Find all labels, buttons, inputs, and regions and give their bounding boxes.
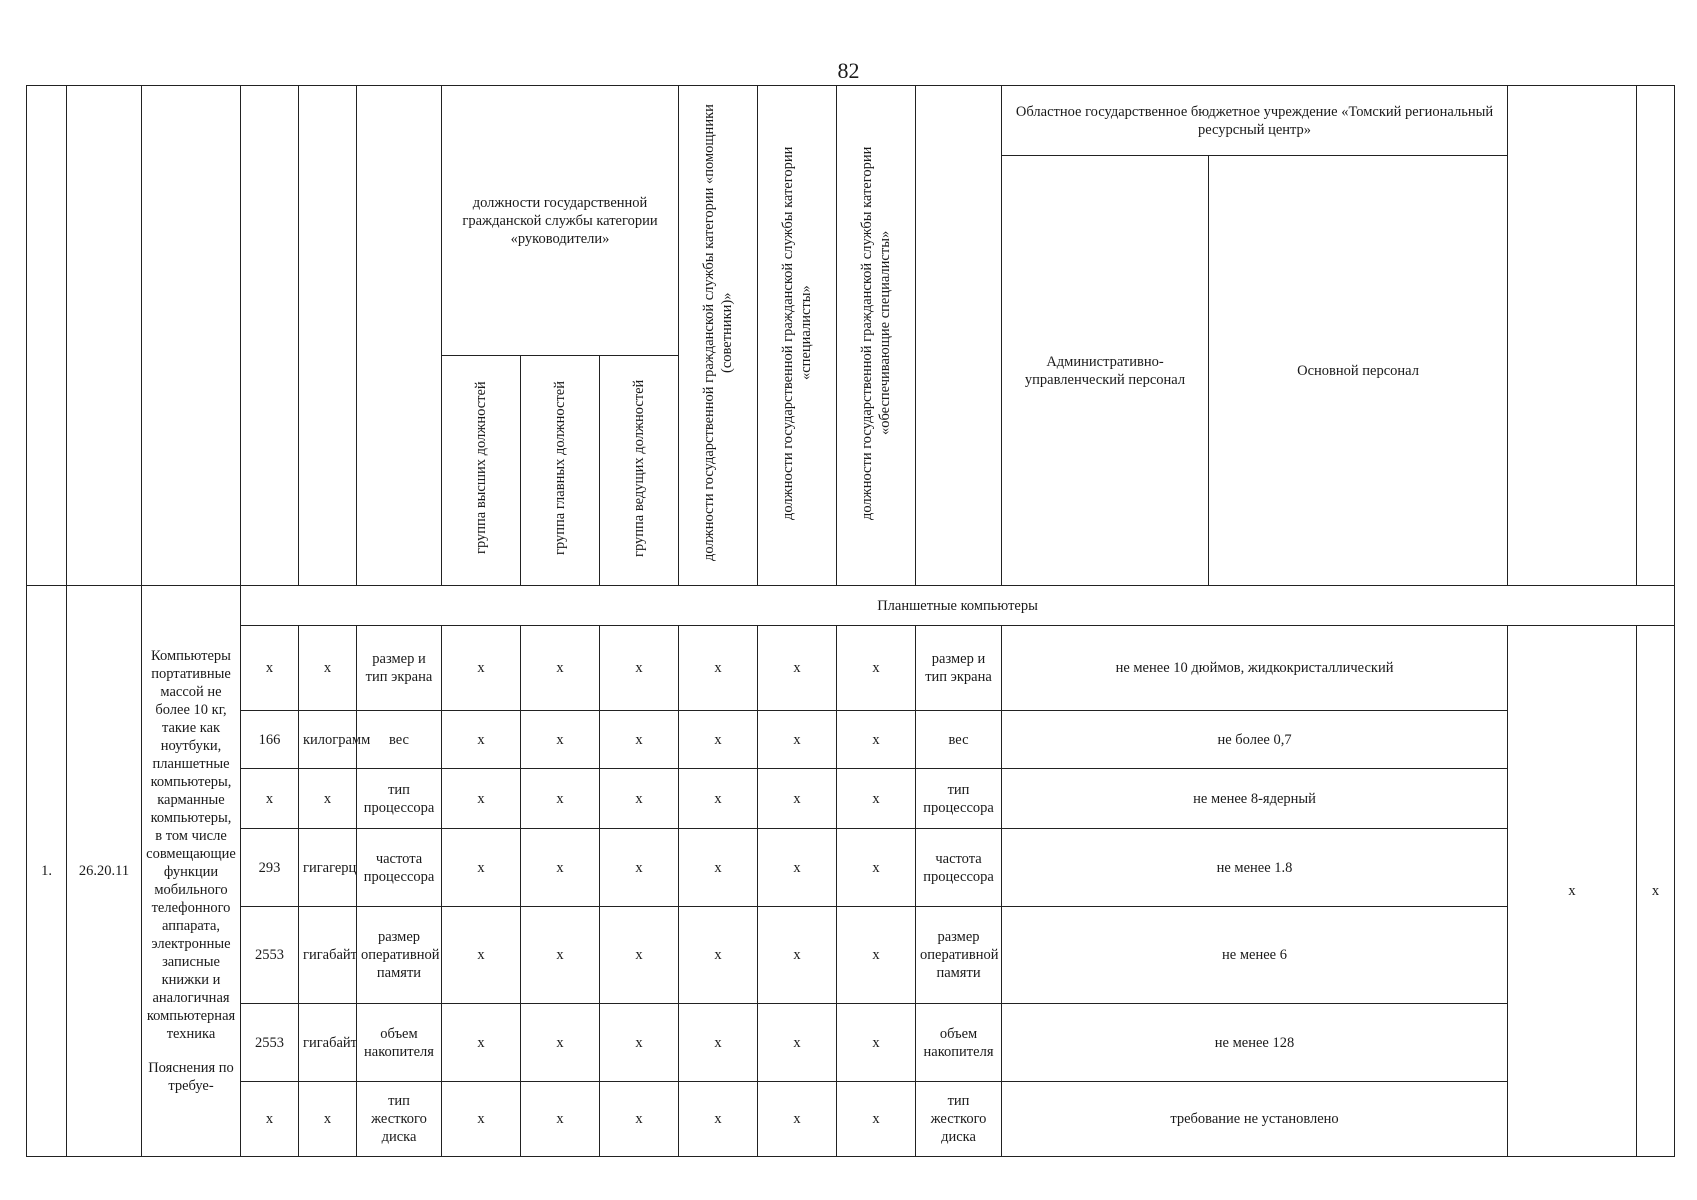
unit-name: х — [299, 626, 357, 711]
table-row — [27, 711, 1675, 769]
header-obespechivayushchie-text: должности государственной гражданской службы категории «обеспечивающие специалисты» — [859, 146, 894, 520]
value-cell: х — [758, 829, 837, 907]
header-group-leading-text: группа ведущих должностей — [631, 379, 647, 557]
characteristic: тип жесткого диска — [357, 1082, 442, 1157]
right-x-cell: х — [1637, 626, 1675, 1157]
item-description — [142, 586, 241, 1157]
value-cell: х — [442, 1082, 521, 1157]
header-rukovoditeli: должности государственной гражданской службы категории «руководители» — [442, 86, 679, 356]
requirements-table — [26, 85, 1675, 1157]
value-cell: х — [679, 769, 758, 829]
value-cell: х — [600, 711, 679, 769]
characteristic: размер и тип экрана — [357, 626, 442, 711]
value-cell: х — [679, 711, 758, 769]
requirement-value: требование не установлено — [1002, 1082, 1508, 1157]
value-cell: х — [521, 626, 600, 711]
page-number: 82 — [837, 58, 860, 83]
characteristic-2: тип процессора — [916, 769, 1002, 829]
value-cell: х — [442, 907, 521, 1004]
value-cell: х — [521, 711, 600, 769]
value-cell: х — [521, 907, 600, 1004]
characteristic-2: объем накопителя — [916, 1004, 1002, 1082]
header-specialisty-text: должности государственной гражданской службы категории «специалисты» — [780, 146, 815, 520]
header-pomoshchniki — [679, 86, 758, 586]
okei-code: х — [241, 1082, 299, 1157]
header-group-main-text: группа главных должностей — [552, 381, 568, 555]
header-cell-empty — [67, 86, 142, 586]
header-obespechivayushchie — [837, 86, 916, 586]
value-cell: х — [600, 769, 679, 829]
group-title-row — [27, 586, 1675, 626]
okei-code: 2553 — [241, 1004, 299, 1082]
characteristic: объем накопителя — [357, 1004, 442, 1082]
group-title: Планшетные компьютеры — [241, 586, 1675, 626]
value-cell: х — [837, 907, 916, 1004]
value-cell: х — [600, 829, 679, 907]
header-cell-empty — [916, 86, 1002, 586]
value-cell: х — [837, 626, 916, 711]
okei-code: 2553 — [241, 907, 299, 1004]
header-pomoshchniki-text: должности государственной гражданской службы категории «помощники (советники)» — [701, 104, 736, 562]
characteristic-2: тип жесткого диска — [916, 1082, 1002, 1157]
value-cell: х — [600, 1004, 679, 1082]
value-cell: х — [679, 907, 758, 1004]
value-cell: х — [837, 829, 916, 907]
header-cell-empty — [241, 86, 299, 586]
header-organization: Областное государственное бюджетное учреждение «Томский региональный ресурсный центр» — [1002, 86, 1508, 156]
requirement-value: не более 0,7 — [1002, 711, 1508, 769]
requirement-value: не менее 10 дюймов, жидкокристаллический — [1002, 626, 1508, 711]
header-cell-empty — [142, 86, 241, 586]
header-cell-empty — [299, 86, 357, 586]
value-cell: х — [837, 711, 916, 769]
header-group-leading — [600, 356, 679, 586]
header-specialisty — [758, 86, 837, 586]
table-row — [27, 907, 1675, 1004]
unit-name: х — [299, 1082, 357, 1157]
value-cell: х — [758, 1004, 837, 1082]
item-number: 1. — [27, 586, 67, 1157]
value-cell: х — [758, 769, 837, 829]
value-cell: х — [837, 769, 916, 829]
header-group-higher — [442, 356, 521, 586]
header-cell-empty — [1637, 86, 1675, 586]
value-cell: х — [442, 829, 521, 907]
value-cell: х — [442, 626, 521, 711]
table-row — [27, 769, 1675, 829]
table-row — [27, 1082, 1675, 1157]
okei-code: х — [241, 769, 299, 829]
value-cell: х — [600, 626, 679, 711]
unit-name: килограмм — [299, 711, 357, 769]
characteristic: вес — [357, 711, 442, 769]
value-cell: х — [758, 907, 837, 1004]
value-cell: х — [679, 829, 758, 907]
value-cell: х — [837, 1082, 916, 1157]
value-cell: х — [679, 1004, 758, 1082]
characteristic-2: частота процессора — [916, 829, 1002, 907]
okei-code: 166 — [241, 711, 299, 769]
header-row-1 — [27, 86, 1675, 156]
unit-name: гигабайт — [299, 1004, 357, 1082]
item-code: 26.20.11 — [67, 586, 142, 1157]
right-x-cell: х — [1508, 626, 1637, 1157]
table-row — [27, 626, 1675, 711]
characteristic: тип процессора — [357, 769, 442, 829]
value-cell: х — [758, 711, 837, 769]
requirement-value: не менее 128 — [1002, 1004, 1508, 1082]
header-admin-staff: Административно-управленческий персонал — [1002, 156, 1209, 586]
characteristic: частота процессора — [357, 829, 442, 907]
value-cell: х — [758, 1082, 837, 1157]
value-cell: х — [521, 829, 600, 907]
header-group-higher-text: группа высших должностей — [473, 381, 489, 555]
characteristic-2: размер оперативной памяти — [916, 907, 1002, 1004]
value-cell: х — [521, 1004, 600, 1082]
value-cell: х — [837, 1004, 916, 1082]
requirement-value: не менее 1.8 — [1002, 829, 1508, 907]
unit-name: х — [299, 769, 357, 829]
header-cell-empty — [1508, 86, 1637, 586]
requirement-value: не менее 8-ядерный — [1002, 769, 1508, 829]
okei-code: 293 — [241, 829, 299, 907]
item-description-text: Компьютеры портативные массой не более 10 кг, такие как ноутбуки, планшетные компьютеры, карманные компьютеры, в том числе совмещающие функции мобильного телефонного аппарата, электронные записные книжки и аналогичная компьютерная техника — [146, 648, 236, 1042]
header-cell-empty — [357, 86, 442, 586]
characteristic: размер оперативной памяти — [357, 907, 442, 1004]
value-cell: х — [521, 769, 600, 829]
value-cell: х — [521, 1082, 600, 1157]
item-description-more: Пояснения по требуе- — [148, 1060, 234, 1094]
unit-name: гигагерц — [299, 829, 357, 907]
value-cell: х — [600, 1082, 679, 1157]
value-cell: х — [442, 1004, 521, 1082]
value-cell: х — [442, 769, 521, 829]
value-cell: х — [758, 626, 837, 711]
table-row — [27, 1004, 1675, 1082]
unit-name: гигабайт — [299, 907, 357, 1004]
table-row — [27, 829, 1675, 907]
header-group-main — [521, 356, 600, 586]
okei-code: х — [241, 626, 299, 711]
header-main-staff: Основной персонал — [1209, 156, 1508, 586]
value-cell: х — [442, 711, 521, 769]
value-cell: х — [600, 907, 679, 1004]
requirement-value: не менее 6 — [1002, 907, 1508, 1004]
value-cell: х — [679, 626, 758, 711]
header-cell-empty — [27, 86, 67, 586]
characteristic-2: вес — [916, 711, 1002, 769]
value-cell: х — [679, 1082, 758, 1157]
characteristic-2: размер и тип экрана — [916, 626, 1002, 711]
